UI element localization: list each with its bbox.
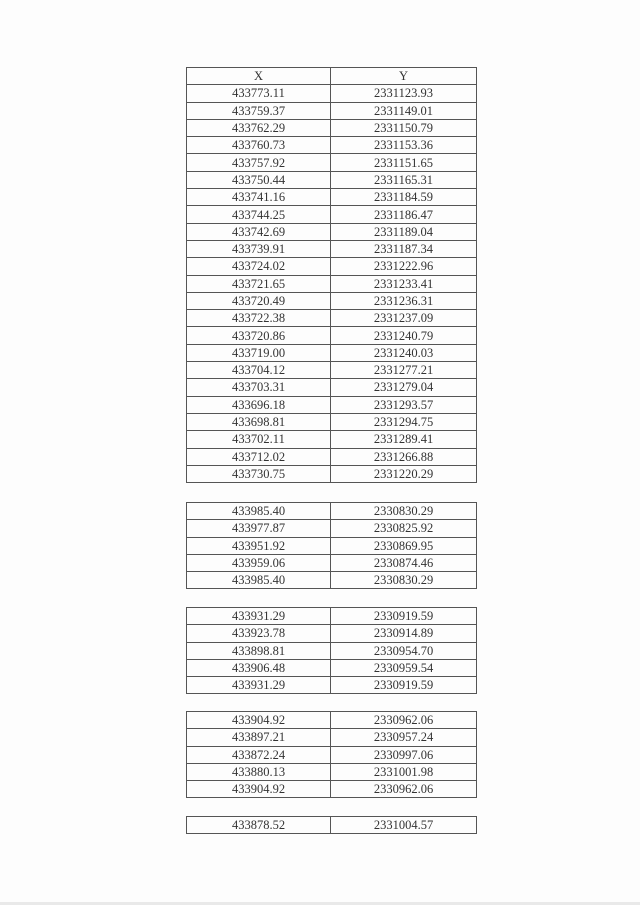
x-coordinate-cell: 433760.73 — [187, 137, 331, 154]
y-coordinate-cell: 2331187.34 — [331, 240, 477, 257]
y-coordinate-cell: 2331123.93 — [331, 85, 477, 102]
y-coordinate-cell: 2331279.04 — [331, 379, 477, 396]
x-coordinate-cell: 433897.21 — [187, 729, 331, 746]
y-coordinate-cell: 2331236.31 — [331, 292, 477, 309]
table-row — [187, 362, 477, 379]
table-row — [187, 189, 477, 206]
y-coordinate-cell: 2331220.29 — [331, 465, 477, 482]
table-row — [187, 379, 477, 396]
x-coordinate-cell: 433757.92 — [187, 154, 331, 171]
table-row — [187, 554, 477, 571]
table-row — [187, 817, 477, 834]
x-coordinate-cell: 433721.65 — [187, 275, 331, 292]
table-row — [187, 431, 477, 448]
x-coordinate-cell: 433739.91 — [187, 240, 331, 257]
y-coordinate-cell: 2330874.46 — [331, 554, 477, 571]
coordinates-table-2 — [186, 502, 477, 589]
x-coordinate-cell: 433741.16 — [187, 189, 331, 206]
table-row — [187, 572, 477, 589]
x-coordinate-cell: 433762.29 — [187, 119, 331, 136]
table-row — [187, 746, 477, 763]
y-coordinate-cell: 2331277.21 — [331, 362, 477, 379]
x-coordinate-cell: 433931.29 — [187, 677, 331, 694]
x-coordinate-cell: 433872.24 — [187, 746, 331, 763]
table-row — [187, 677, 477, 694]
y-coordinate-cell: 2331165.31 — [331, 171, 477, 188]
x-coordinate-cell: 433977.87 — [187, 520, 331, 537]
y-coordinate-cell: 2331001.98 — [331, 763, 477, 780]
y-coordinate-cell: 2331294.75 — [331, 413, 477, 430]
table-row — [187, 625, 477, 642]
y-coordinate-cell: 2330825.92 — [331, 520, 477, 537]
x-coordinate-cell: 433730.75 — [187, 465, 331, 482]
x-coordinate-cell: 433951.92 — [187, 537, 331, 554]
table-row — [187, 537, 477, 554]
table-row — [187, 396, 477, 413]
x-coordinate-cell: 433742.69 — [187, 223, 331, 240]
y-coordinate-cell: 2331153.36 — [331, 137, 477, 154]
x-coordinate-cell: 433719.00 — [187, 344, 331, 361]
x-coordinate-cell: 433698.81 — [187, 413, 331, 430]
table-row — [187, 310, 477, 327]
x-coordinate-cell: 433696.18 — [187, 396, 331, 413]
x-coordinate-cell: 433720.86 — [187, 327, 331, 344]
y-coordinate-cell: 2330957.24 — [331, 729, 477, 746]
x-coordinate-cell: 433904.92 — [187, 781, 331, 798]
y-coordinate-cell: 2331293.57 — [331, 396, 477, 413]
y-coordinate-cell: 2330997.06 — [331, 746, 477, 763]
y-coordinate-cell: 2330919.59 — [331, 677, 477, 694]
y-coordinate-cell: 2330830.29 — [331, 572, 477, 589]
coordinates-table-5 — [186, 816, 477, 834]
table-row — [187, 223, 477, 240]
table-row — [187, 729, 477, 746]
y-coordinate-cell: 2331149.01 — [331, 102, 477, 119]
x-coordinate-cell: 433985.40 — [187, 503, 331, 520]
x-coordinate-cell: 433704.12 — [187, 362, 331, 379]
x-coordinate-cell: 433931.29 — [187, 608, 331, 625]
table-header-row — [187, 68, 477, 85]
table-row — [187, 292, 477, 309]
x-coordinate-cell: 433759.37 — [187, 102, 331, 119]
y-coordinate-cell: 2331184.59 — [331, 189, 477, 206]
y-coordinate-cell: 2330919.59 — [331, 608, 477, 625]
table-row — [187, 344, 477, 361]
x-coordinate-cell: 433722.38 — [187, 310, 331, 327]
table-row — [187, 659, 477, 676]
table-row — [187, 206, 477, 223]
table-row — [187, 448, 477, 465]
table-row — [187, 102, 477, 119]
x-coordinate-cell: 433878.52 — [187, 817, 331, 834]
x-coordinate-cell: 433880.13 — [187, 763, 331, 780]
table-row — [187, 503, 477, 520]
table-row — [187, 85, 477, 102]
y-coordinate-cell: 2330962.06 — [331, 712, 477, 729]
table-row — [187, 327, 477, 344]
x-coordinate-cell: 433750.44 — [187, 171, 331, 188]
table-row — [187, 258, 477, 275]
x-coordinate-cell: 433773.11 — [187, 85, 331, 102]
y-coordinate-cell: 2331289.41 — [331, 431, 477, 448]
x-coordinate-cell: 433898.81 — [187, 642, 331, 659]
table-row — [187, 154, 477, 171]
y-coordinate-cell: 2330830.29 — [331, 503, 477, 520]
y-coordinate-cell: 2331189.04 — [331, 223, 477, 240]
x-coordinate-cell: 433712.02 — [187, 448, 331, 465]
table-row — [187, 608, 477, 625]
y-coordinate-cell: 2330959.54 — [331, 659, 477, 676]
table-row — [187, 119, 477, 136]
coordinates-table-3 — [186, 607, 477, 694]
table-row — [187, 137, 477, 154]
y-coordinate-cell: 2331240.79 — [331, 327, 477, 344]
y-coordinate-cell: 2331222.96 — [331, 258, 477, 275]
table-row — [187, 413, 477, 430]
column-header-y: Y — [331, 68, 477, 85]
table-row — [187, 465, 477, 482]
y-coordinate-cell: 2330914.89 — [331, 625, 477, 642]
x-coordinate-cell: 433923.78 — [187, 625, 331, 642]
y-coordinate-cell: 2331266.88 — [331, 448, 477, 465]
table-row — [187, 171, 477, 188]
y-coordinate-cell: 2331151.65 — [331, 154, 477, 171]
x-coordinate-cell: 433720.49 — [187, 292, 331, 309]
y-coordinate-cell: 2330962.06 — [331, 781, 477, 798]
x-coordinate-cell: 433702.11 — [187, 431, 331, 448]
y-coordinate-cell: 2331240.03 — [331, 344, 477, 361]
table-row — [187, 781, 477, 798]
y-coordinate-cell: 2330954.70 — [331, 642, 477, 659]
x-coordinate-cell: 433703.31 — [187, 379, 331, 396]
y-coordinate-cell: 2330869.95 — [331, 537, 477, 554]
table-row — [187, 763, 477, 780]
table-row — [187, 520, 477, 537]
coordinates-table-4 — [186, 711, 477, 798]
x-coordinate-cell: 433744.25 — [187, 206, 331, 223]
table-row — [187, 240, 477, 257]
table-row — [187, 712, 477, 729]
column-header-x: X — [187, 68, 331, 85]
x-coordinate-cell: 433959.06 — [187, 554, 331, 571]
y-coordinate-cell: 2331004.57 — [331, 817, 477, 834]
coordinates-table-1 — [186, 67, 477, 483]
y-coordinate-cell: 2331233.41 — [331, 275, 477, 292]
y-coordinate-cell: 2331186.47 — [331, 206, 477, 223]
y-coordinate-cell: 2331237.09 — [331, 310, 477, 327]
x-coordinate-cell: 433724.02 — [187, 258, 331, 275]
y-coordinate-cell: 2331150.79 — [331, 119, 477, 136]
x-coordinate-cell: 433904.92 — [187, 712, 331, 729]
x-coordinate-cell: 433985.40 — [187, 572, 331, 589]
x-coordinate-cell: 433906.48 — [187, 659, 331, 676]
table-row — [187, 275, 477, 292]
table-row — [187, 642, 477, 659]
